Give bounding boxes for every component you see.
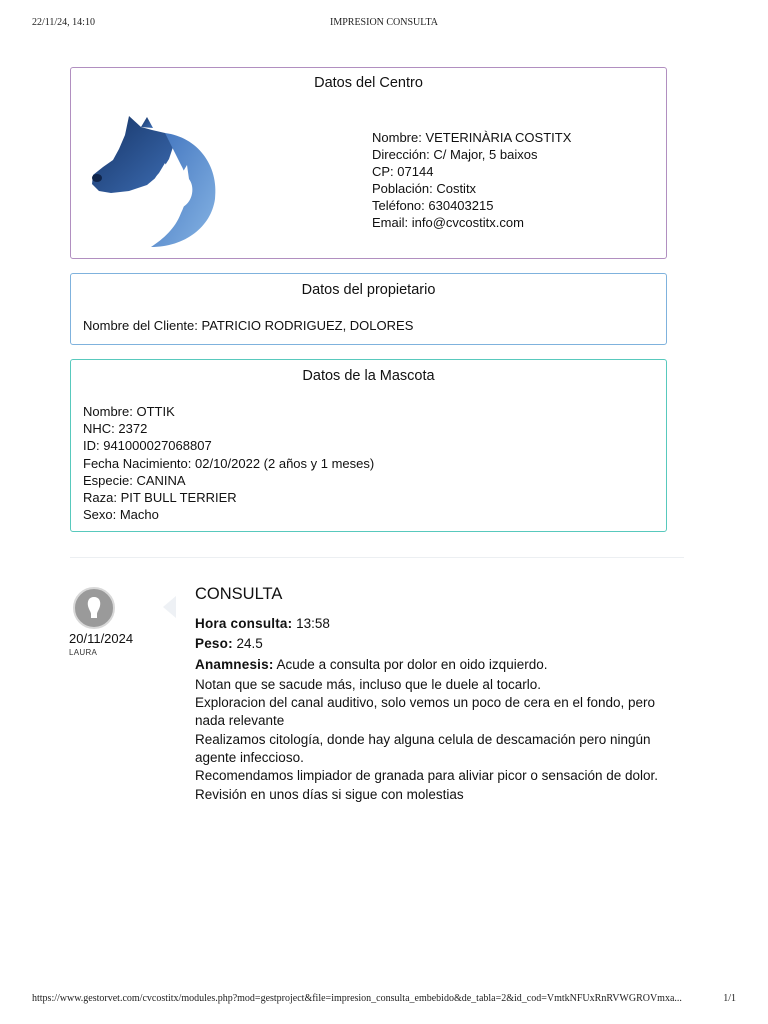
mascota-raza: Raza: PIT BULL TERRIER [83,490,237,506]
centro-email: Email: info@cvcostitx.com [372,215,524,230]
consulta-heading: CONSULTA [195,585,283,603]
nombre-cliente: Nombre del Cliente: PATRICIO RODRIGUEZ, DOLORES [83,318,414,333]
print-page-number: 1/1 [723,993,736,1004]
anamnesis-paragraph: Realizamos citología, donde hay alguna celula de descamación pero ningún agente infeccioso. [195,731,651,766]
print-title: IMPRESION CONSULTA [329,17,438,28]
hora-consulta-label: Hora consulta: [195,616,293,631]
section-divider [70,557,684,558]
anamnesis-first-line: Acude a consulta por dolor en oido izquierdo. [273,656,548,672]
hora-consulta-value: 13:58 [292,616,330,631]
datos-propietario-title: Datos del propietario [301,282,436,298]
mascota-sexo: Sexo: Macho [83,507,159,523]
datos-propietario-panel [70,273,667,345]
centro-telefono: Teléfono: 630403215 [372,198,494,213]
mascota-nhc: NHC: 2372 [83,421,148,437]
peso-value: 24.5 [232,636,263,652]
anamnesis-paragraph: Exploracion del canal auditivo, solo vemos un poco de cera en el fondo, pero nada relevante [195,695,656,729]
anamnesis-paragraph: Recomendamos limpiador de granada para aliviar picor o sensación de dolor. [195,768,659,784]
mascota-especie: Especie: CANINA [83,472,186,488]
user-avatar-icon [73,587,115,629]
hora-consulta [195,615,675,633]
centro-direccion: Dirección: C/ Major, 5 baixos [372,147,538,162]
mascota-nombre: Nombre: OTTIK [83,404,175,419]
centro-nombre: Nombre: VETERINÀRIA COSTITX [372,130,572,145]
anamnesis-paragraph: Revisión en unos días si sigue con molestias [195,786,464,802]
mascota-id: ID: 941000027068807 [83,438,212,454]
mascota-info [83,403,374,523]
anamnesis-label: Anamnesis: [195,656,274,672]
print-url: https://www.gestorvet.com/cvcostitx/modules.php?mod=gestproject&file=impresion_consulta_embebido&de_tabla=2&id_cod=VmtkNFUxRnRVWGROVmxa... [32,993,682,1004]
dog-and-cat-logo-icon [89,113,221,249]
anamnesis-paragraph: Notan que se sacude más, incluso que le duele al tocarlo. [195,676,541,692]
centro-cp: CP: 07144 [372,164,434,179]
consulta-entry [195,584,675,804]
peso [195,635,675,653]
entry-author: LAURA [69,648,98,657]
print-datetime: 22/11/24, 14:10 [32,17,95,28]
centro-info [372,129,571,231]
datos-centro-panel [70,67,667,259]
datos-centro-title: Datos del Centro [314,75,423,91]
timeline-pointer [163,596,176,618]
mascota-fecha-nacimiento: Fecha Nacimiento: 02/10/2022 (2 años y 1 meses) [83,455,375,471]
entry-date: 20/11/2024 [69,631,134,646]
centro-poblacion: Población: Costitx [372,181,477,196]
peso-label: Peso: [195,636,233,652]
datos-mascota-title: Datos de la Mascota [302,368,435,384]
anamnesis [195,656,675,674]
datos-mascota-panel [70,359,667,532]
